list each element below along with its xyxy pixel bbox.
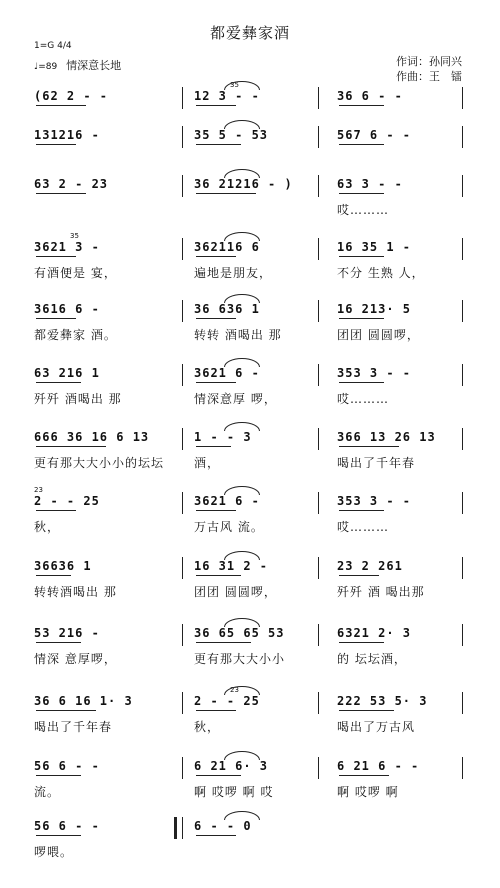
measure-notes: 36 6 16 1· 3 [34,694,133,708]
lyric-line: 歼歼 酒喝出 那 [34,392,122,406]
bar-line [318,624,319,646]
measure-notes: 2 - - 25 [34,494,100,508]
measure-notes: 36636 1 [34,559,92,573]
bar-line [318,692,319,714]
beam-underline [36,835,81,836]
score-system [0,426,500,490]
beam-underline [36,642,81,643]
beam-underline [196,256,236,257]
score-system [0,173,500,237]
lyric-line: 秋， [34,520,61,534]
measure-notes: 16 31 2 - [194,559,269,573]
beam-underline [196,775,241,776]
beam-underline [36,710,96,711]
lyric-line: 万古风 流。 [194,520,264,534]
measure-notes: 6 21 6· 3 [194,759,269,773]
bar-line [182,364,183,386]
tempo-marking: ♩=89 [34,62,58,72]
bar-line [182,126,183,148]
score-system [0,815,500,879]
beam-underline [196,710,236,711]
grace-note: 23 [34,486,43,494]
bar-line [462,692,463,714]
beam-underline [339,318,384,319]
lyric-line: 喝出了千年春 [337,456,416,470]
lyric-line: 转转 酒喝出 那 [194,328,282,342]
bar-line [318,557,319,579]
slur [224,81,260,90]
beam-underline [339,193,384,194]
measure-notes: 23 2 261 [337,559,403,573]
measure-notes: (62 2 - - [34,89,109,103]
bar-line [462,300,463,322]
bar-line [182,175,183,197]
bar-line [182,692,183,714]
credits [396,54,462,84]
lyric-line: 不分 生熟 人， [337,266,425,280]
measure-notes: 56 6 - - [34,759,100,773]
lyric-line: 流。 [34,785,61,799]
bar-line [318,175,319,197]
measure-notes: 366 13 26 13 [337,430,436,444]
lyric-line: 有酒便是 宴， [34,266,117,280]
beam-underline [196,318,236,319]
measure-notes: 222 53 5· 3 [337,694,428,708]
bar-line [318,492,319,514]
expression-marking: 情深意长地 [66,59,122,72]
beam-underline [36,193,86,194]
bar-line [462,364,463,386]
score-system [0,362,500,426]
measure-notes: 362116 6 [194,240,260,254]
beam-underline [339,446,399,447]
bar-line [462,428,463,450]
measure-notes: 63 3 - - [337,177,403,191]
measure-notes: 6 - - 0 [194,819,252,833]
measure-notes: 353 3 - - [337,494,412,508]
beam-underline [339,382,384,383]
lyric-line: 啰喂。 [34,845,74,859]
time-signature: 4/4 [57,41,72,51]
measure-notes: 16 213· 5 [337,302,412,316]
beam-underline [339,642,384,643]
score-system [0,555,500,619]
bar-line [318,238,319,260]
lyric-line: 更有那大大小小的坛坛 [34,456,165,470]
beam-underline [36,775,81,776]
measure-notes: 63 2 - 23 [34,177,109,191]
beam-underline [196,835,236,836]
beam-underline [36,575,71,576]
beam-underline [196,382,236,383]
measure-notes: 6 21 6 - - [337,759,420,773]
measure-notes: 36 6 - - [337,89,403,103]
beam-underline [196,642,251,643]
beam-underline [196,575,241,576]
lyric-line: 秋， [194,720,221,734]
measure-notes: 3621 6 - [194,494,260,508]
lyric-line: 的 坛坛酒， [337,652,407,666]
lyric-line: 更有那大大小小 [194,652,286,666]
grace-note: 23 [230,686,239,694]
bar-line [318,87,319,109]
beam-underline [339,710,394,711]
beam-underline [196,510,236,511]
score-system [0,486,500,554]
measure-notes: 666 36 16 6 13 [34,430,150,444]
bar-line [182,817,183,839]
measure-notes: 35 5 - 53 [194,128,269,142]
slur [224,686,260,695]
bar-line [462,175,463,197]
beam-underline [339,775,389,776]
grace-note: 35 [230,81,239,89]
bar-line [182,87,183,109]
lyric-line: 情深意厚 啰， [194,392,277,406]
bar-line [462,557,463,579]
bar-line [182,557,183,579]
measure-notes: 567 6 - - [337,128,412,142]
bar-line [462,126,463,148]
key-signature: 1=G [34,41,55,51]
beam-underline [339,144,384,145]
beam-underline [196,193,256,194]
bar-line [318,757,319,779]
measure-notes: 2 - - 25 [194,694,260,708]
measure-notes: 36 65 65 53 [194,626,285,640]
beam-underline [339,105,384,106]
lyric-line: 团团 圆圆啰， [337,328,420,342]
measure-notes: 36 21216 - ) [194,177,293,191]
score-system [0,686,500,754]
bar-line [318,126,319,148]
lyric-line: 哎……… [337,392,390,406]
lyric-line: 啊 哎啰 啊 哎 [194,785,274,799]
beam-underline [339,256,384,257]
bar-line [462,757,463,779]
score-system [0,232,500,300]
measure-notes: 1 - - 3 [194,430,252,444]
bar-line [174,817,177,839]
bar-line [462,238,463,260]
bar-line [462,624,463,646]
beam-underline [196,105,236,106]
lyric-line: 转转酒喝出 那 [34,585,117,599]
beam-underline [36,318,76,319]
bar-line [182,624,183,646]
lyricist-credit: 作词：孙同兴 [396,55,462,68]
measure-notes: 56 6 - - [34,819,100,833]
lyric-line: 喝出了万古风 [337,720,416,734]
bar-line [182,238,183,260]
beam-underline [196,144,241,145]
beam-underline [196,446,231,447]
lyric-line: 都爱彝家 酒。 [34,328,117,342]
header-left [34,40,121,73]
lyric-line: 喝出了千年春 [34,720,113,734]
measure-notes: 16 35 1 - [337,240,412,254]
bar-line [462,87,463,109]
measure-notes: 3621 6 - [194,366,260,380]
bar-line [182,757,183,779]
bar-line [182,492,183,514]
lyric-line: 酒， [194,456,221,470]
measure-notes: 36 636 1 [194,302,260,316]
measure-notes: 53 216 - [34,626,100,640]
bar-line [182,300,183,322]
measure-notes: 3621 3 - [34,240,100,254]
bar-line [462,492,463,514]
bar-line [318,364,319,386]
composer-credit: 作曲：王 镭 [396,70,462,83]
beam-underline [339,510,384,511]
measure-notes: 131216 - [34,128,100,142]
measure-notes: 12 3 - - [194,89,260,103]
beam-underline [36,510,76,511]
measure-notes: 6321 2· 3 [337,626,412,640]
score-system [0,755,500,819]
slur [224,618,260,627]
lyric-line: 团团 圆圆啰， [194,585,277,599]
bar-line [182,428,183,450]
beam-underline [339,575,379,576]
lyric-line: 哎……… [337,203,390,217]
measure-notes: 3616 6 - [34,302,100,316]
score-system [0,622,500,686]
measure-notes: 63 216 1 [34,366,100,380]
lyric-line: 情深 意厚啰， [34,652,117,666]
lyric-line: 啊 哎啰 啊 [337,785,399,799]
lyric-line: 哎……… [337,520,390,534]
beam-underline [36,144,76,145]
lyric-line: 歼歼 酒 喝出那 [337,585,425,599]
bar-line [318,428,319,450]
beam-underline [36,382,81,383]
song-title: 都爱彝家酒 [209,24,290,42]
measure-notes: 353 3 - - [337,366,412,380]
beam-underline [36,446,106,447]
score-system [0,298,500,362]
lyric-line: 遍地是朋友， [194,266,273,280]
grace-note: 35 [70,232,79,240]
bar-line [318,300,319,322]
beam-underline [36,256,76,257]
beam-underline [36,105,86,106]
